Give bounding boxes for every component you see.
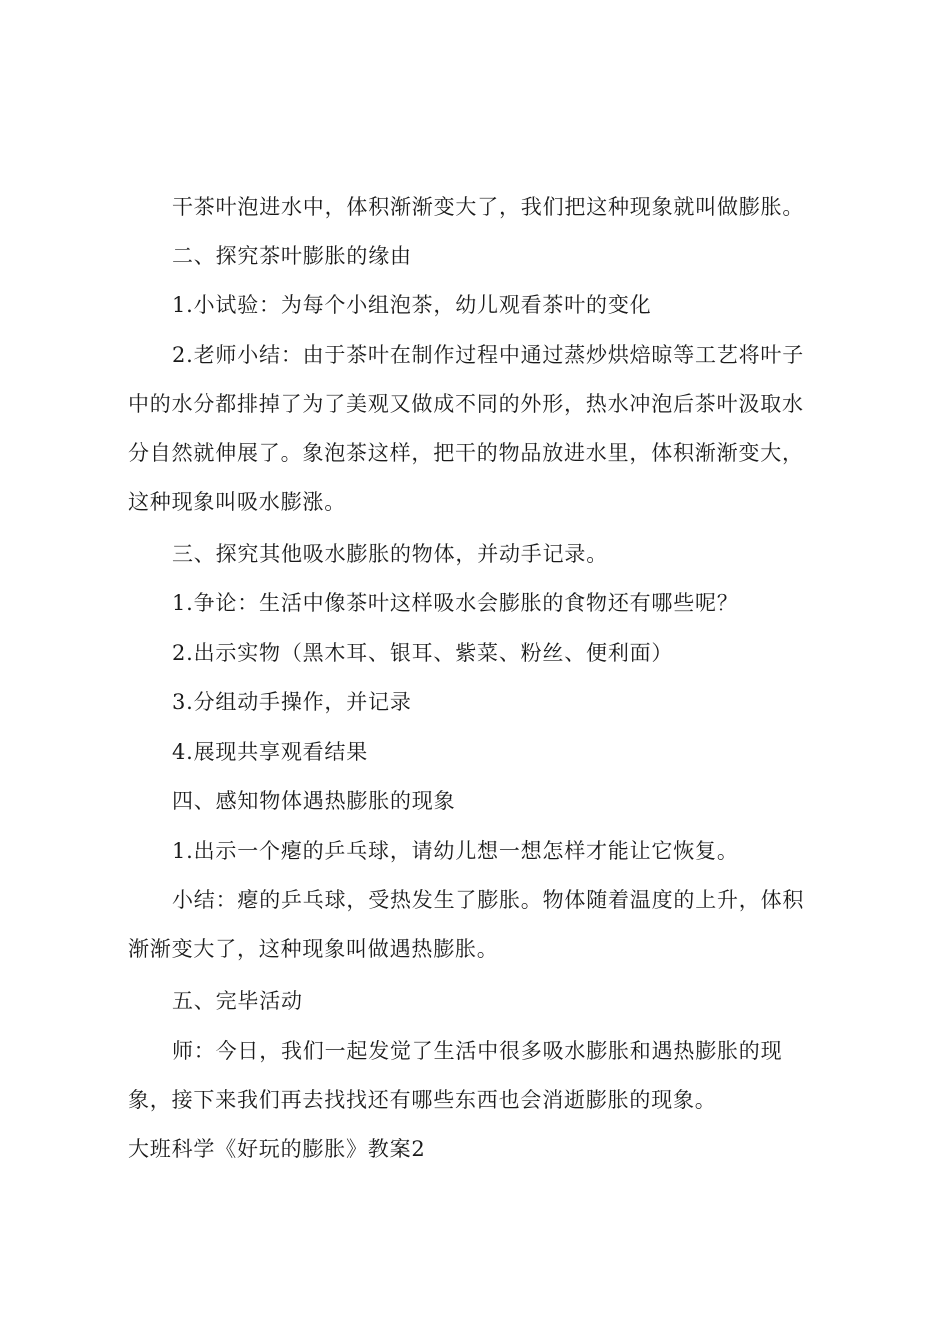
paragraph-line: 干茶叶泡进水中，体积渐渐变大了，我们把这种现象就叫做膨胀。 bbox=[172, 195, 805, 219]
list-item: 3.分组动手操作，并记录 bbox=[172, 690, 412, 714]
document-subtitle: 大班科学《好玩的膨胀》教案2 bbox=[128, 1137, 426, 1161]
section-heading: 三、探究其他吸水膨胀的物体，并动手记录。 bbox=[172, 542, 608, 566]
section-heading: 四、感知物体遇热膨胀的现象 bbox=[172, 789, 456, 813]
paragraph-line: 这种现象叫吸水膨涨。 bbox=[128, 490, 346, 514]
list-item: 2.出示实物（黑木耳、银耳、紫菜、粉丝、便利面） bbox=[172, 641, 674, 665]
list-item: 1.争论：生活中像茶叶这样吸水会膨胀的食物还有哪些呢？ bbox=[172, 591, 739, 615]
section-heading: 二、探究茶叶膨胀的缘由 bbox=[172, 244, 412, 268]
list-item: 1.小试验：为每个小组泡茶，幼儿观看茶叶的变化 bbox=[172, 293, 652, 317]
section-heading: 五、完毕活动 bbox=[172, 989, 303, 1013]
paragraph-line: 象，接下来我们再去找找还有哪些东西也会消逝膨胀的现象。 bbox=[128, 1088, 717, 1112]
list-item: 1.出示一个瘪的乒乓球，请幼儿想一想怎样才能让它恢复。 bbox=[172, 839, 739, 863]
list-item: 4.展现共享观看结果 bbox=[172, 740, 369, 764]
paragraph-line: 中的水分都排掉了为了美观又做成不同的外形，热水冲泡后茶叶汲取水 bbox=[128, 392, 804, 416]
paragraph-line: 2.老师小结：由于茶叶在制作过程中通过蒸炒烘焙晾等工艺将叶子 bbox=[172, 343, 805, 367]
paragraph-line: 师：今日，我们一起发觉了生活中很多吸水膨胀和遇热膨胀的现 bbox=[172, 1039, 783, 1063]
paragraph-line: 分自然就伸展了。象泡茶这样，把干的物品放进水里，体积渐渐变大， bbox=[128, 441, 804, 465]
paragraph-line: 渐渐变大了，这种现象叫做遇热膨胀。 bbox=[128, 937, 499, 961]
paragraph-line: 小结：瘪的乒乓球，受热发生了膨胀。物体随着温度的上升，体积 bbox=[172, 888, 805, 912]
